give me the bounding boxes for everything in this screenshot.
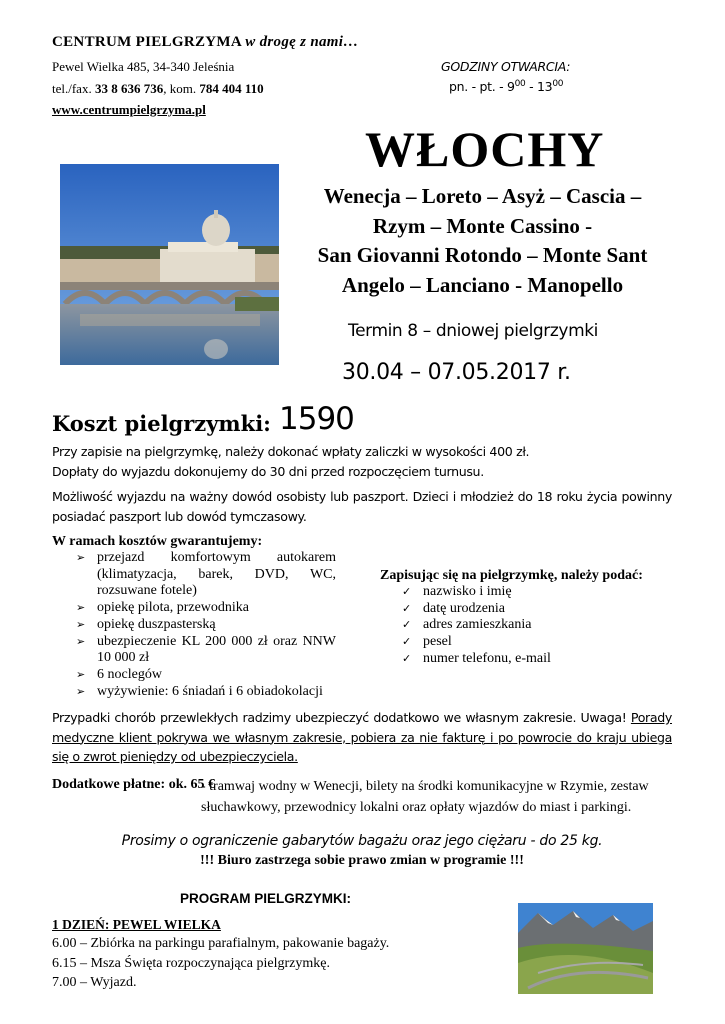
day1-item: 7.00 – Wyjazd. bbox=[52, 975, 137, 990]
item-text: ubezpieczenie KL 200 000 zł oraz NNW 10 000 zł bbox=[97, 633, 336, 666]
hours-from-sup: 00 bbox=[514, 79, 526, 89]
trip-title: WŁOCHY bbox=[365, 121, 605, 177]
arrow-bullet-icon: ➢ bbox=[76, 602, 86, 615]
item-text: przejazd komfortowym autokarem (klimatyzacja, barek, DVD, WC, rozsuwane fotele) bbox=[97, 550, 336, 599]
day1-title: 1 DZIEŃ: PEWEL WIELKA bbox=[52, 917, 221, 932]
trip-term: Termin 8 – dniowej pielgrzymki bbox=[348, 321, 598, 341]
hours-days: pn. - pt. - 9 bbox=[449, 79, 515, 95]
contact-line: tel./fax. 33 8 636 736, kom. 784 404 110 bbox=[52, 81, 264, 96]
hours-to-sup: 00 bbox=[552, 79, 564, 89]
tel-number: 33 8 636 736 bbox=[94, 81, 164, 96]
baggage-note: Prosimy o ograniczenie gabarytów bagażu oraz jego ciężaru - do 25 kg. bbox=[121, 833, 603, 849]
list-item bbox=[72, 634, 336, 667]
check-icon: ✓ bbox=[402, 602, 412, 615]
item-text: adres zamieszkania bbox=[423, 617, 532, 633]
registration-list bbox=[398, 584, 551, 668]
included-title: W ramach kosztów gwarantujemy: bbox=[52, 534, 263, 549]
destination-line: Rzym – Monte Cassino - bbox=[372, 213, 593, 238]
arrow-bullet-icon: ➢ bbox=[76, 635, 86, 648]
list-item bbox=[398, 617, 551, 634]
destination-line: San Giovanni Rotondo – Monte Sant bbox=[317, 243, 648, 267]
extras-amount: ok. 65 € bbox=[168, 777, 215, 792]
check-icon: ✓ bbox=[402, 652, 412, 665]
tagline: w drogę z nami… bbox=[245, 34, 359, 50]
kom-prefix: kom. bbox=[169, 81, 197, 96]
item-text: nazwisko i imię bbox=[423, 584, 512, 599]
destinations bbox=[290, 182, 675, 300]
program-title: PROGRAM PIELGRZYMKI: bbox=[180, 891, 351, 906]
rome-photo-svg bbox=[60, 164, 279, 365]
included-list bbox=[72, 550, 336, 700]
trip-dates: 30.04 – 07.05.2017 r. bbox=[342, 360, 571, 385]
insurance-underlined: Porady medyczne klient pokrywa we własnym zakresie, pobiera za nie fakturę i po powrocie do kraju ubiega się o zwrot pieniędzy od ubezpieczyciela. bbox=[52, 710, 672, 764]
extras-label: Dodatkowe płatne: ok. 65 € bbox=[52, 777, 215, 792]
hours-title: GODZINY OTWARCIA: bbox=[441, 59, 571, 74]
day1-item: 6.00 – Zbiórka na parkingu parafialnym, pakowanie bagaży. bbox=[52, 936, 390, 951]
item-text: pesel bbox=[423, 634, 452, 650]
mountain-road-photo bbox=[518, 903, 653, 994]
item-text: 6 noclegów bbox=[97, 666, 162, 682]
check-icon: ✓ bbox=[402, 586, 412, 598]
tel-prefix: tel./fax. bbox=[52, 81, 92, 96]
arrow-bullet-icon: ➢ bbox=[76, 685, 86, 698]
hours-dash: - 13 bbox=[525, 79, 553, 95]
documents-info: Możliwość wyjazdu na ważny dowód osobisty lub paszport. Dzieci i młodzież do 18 roku życia powinny posiadać paszport lub dowód tymczasowy. bbox=[52, 489, 672, 524]
item-text: opiekę duszpasterską bbox=[97, 616, 216, 632]
check-icon: ✓ bbox=[402, 619, 412, 632]
hours-value bbox=[449, 79, 563, 94]
item-text: opiekę pilota, przewodnika bbox=[97, 600, 250, 616]
org-name-text: CENTRUM PIELGRZYMA bbox=[52, 34, 242, 50]
extras-label-text: Dodatkowe płatne bbox=[52, 777, 161, 792]
reserve-note: !!! Biuro zastrzega sobie prawo zmian w programie !!! bbox=[200, 853, 524, 868]
list-item bbox=[398, 584, 551, 601]
insurance-note bbox=[52, 708, 672, 767]
mountain-photo-svg bbox=[518, 903, 653, 994]
list-item bbox=[398, 651, 551, 668]
website-link[interactable]: www.centrumpielgrzyma.pl bbox=[52, 102, 206, 117]
address: Pewel Wielka 485, 34-340 Jeleśnia bbox=[52, 59, 235, 74]
rome-photo bbox=[60, 164, 279, 365]
cost-label: Koszt pielgrzymki: bbox=[52, 411, 271, 436]
day1-item: 6.15 – Msza Święta rozpoczynająca pielgrzymkę. bbox=[52, 956, 330, 971]
arrow-bullet-icon: ➢ bbox=[76, 618, 86, 631]
org-name bbox=[52, 34, 359, 51]
list-item bbox=[398, 601, 551, 618]
item-text: numer telefonu, e-mail bbox=[423, 650, 551, 666]
payment-info: Dopłaty do wyjazdu dokonujemy do 30 dni przed rozpoczęciem turnusu. bbox=[52, 464, 484, 479]
list-item bbox=[72, 600, 336, 617]
check-icon: ✓ bbox=[402, 636, 412, 649]
insurance-text: Przypadki chorób przewlekłych radzimy ubezpieczyć dodatkowo we własnym zakresie. Uwaga! bbox=[52, 710, 627, 725]
destination-line: Angelo – Lanciano - Manopello bbox=[341, 272, 624, 297]
registration-title: Zapisując się na pielgrzymkę, należy podać: bbox=[380, 568, 643, 583]
extras-text: - tramwaj wodny w Wenecji, bilety na środki komunikacyjne w Rzymie, zestaw słuchawkowy, przewodnicy lokalni oraz opłaty wjazdów do miast i parkingi. bbox=[201, 779, 649, 815]
destination-line: Wenecja – Loreto – Asyż – Cascia – bbox=[323, 184, 642, 208]
cost-value: 1590 bbox=[279, 401, 354, 437]
deposit-info: Przy zapisie na pielgrzymkę, należy dokonać wpłaty zaliczki w wysokości 400 zł. bbox=[52, 444, 530, 459]
list-item bbox=[398, 634, 551, 651]
item-text: datę urodzenia bbox=[423, 600, 506, 616]
kom-number: 784 404 110 bbox=[199, 81, 264, 96]
list-item bbox=[72, 667, 336, 684]
arrow-bullet-icon: ➢ bbox=[76, 668, 86, 681]
list-item bbox=[72, 684, 336, 701]
list-item bbox=[72, 550, 336, 600]
arrow-bullet-icon: ➢ bbox=[76, 552, 86, 564]
item-text: wyżywienie: 6 śniadań i 6 obiadokolacji bbox=[97, 683, 323, 699]
list-item bbox=[72, 617, 336, 634]
